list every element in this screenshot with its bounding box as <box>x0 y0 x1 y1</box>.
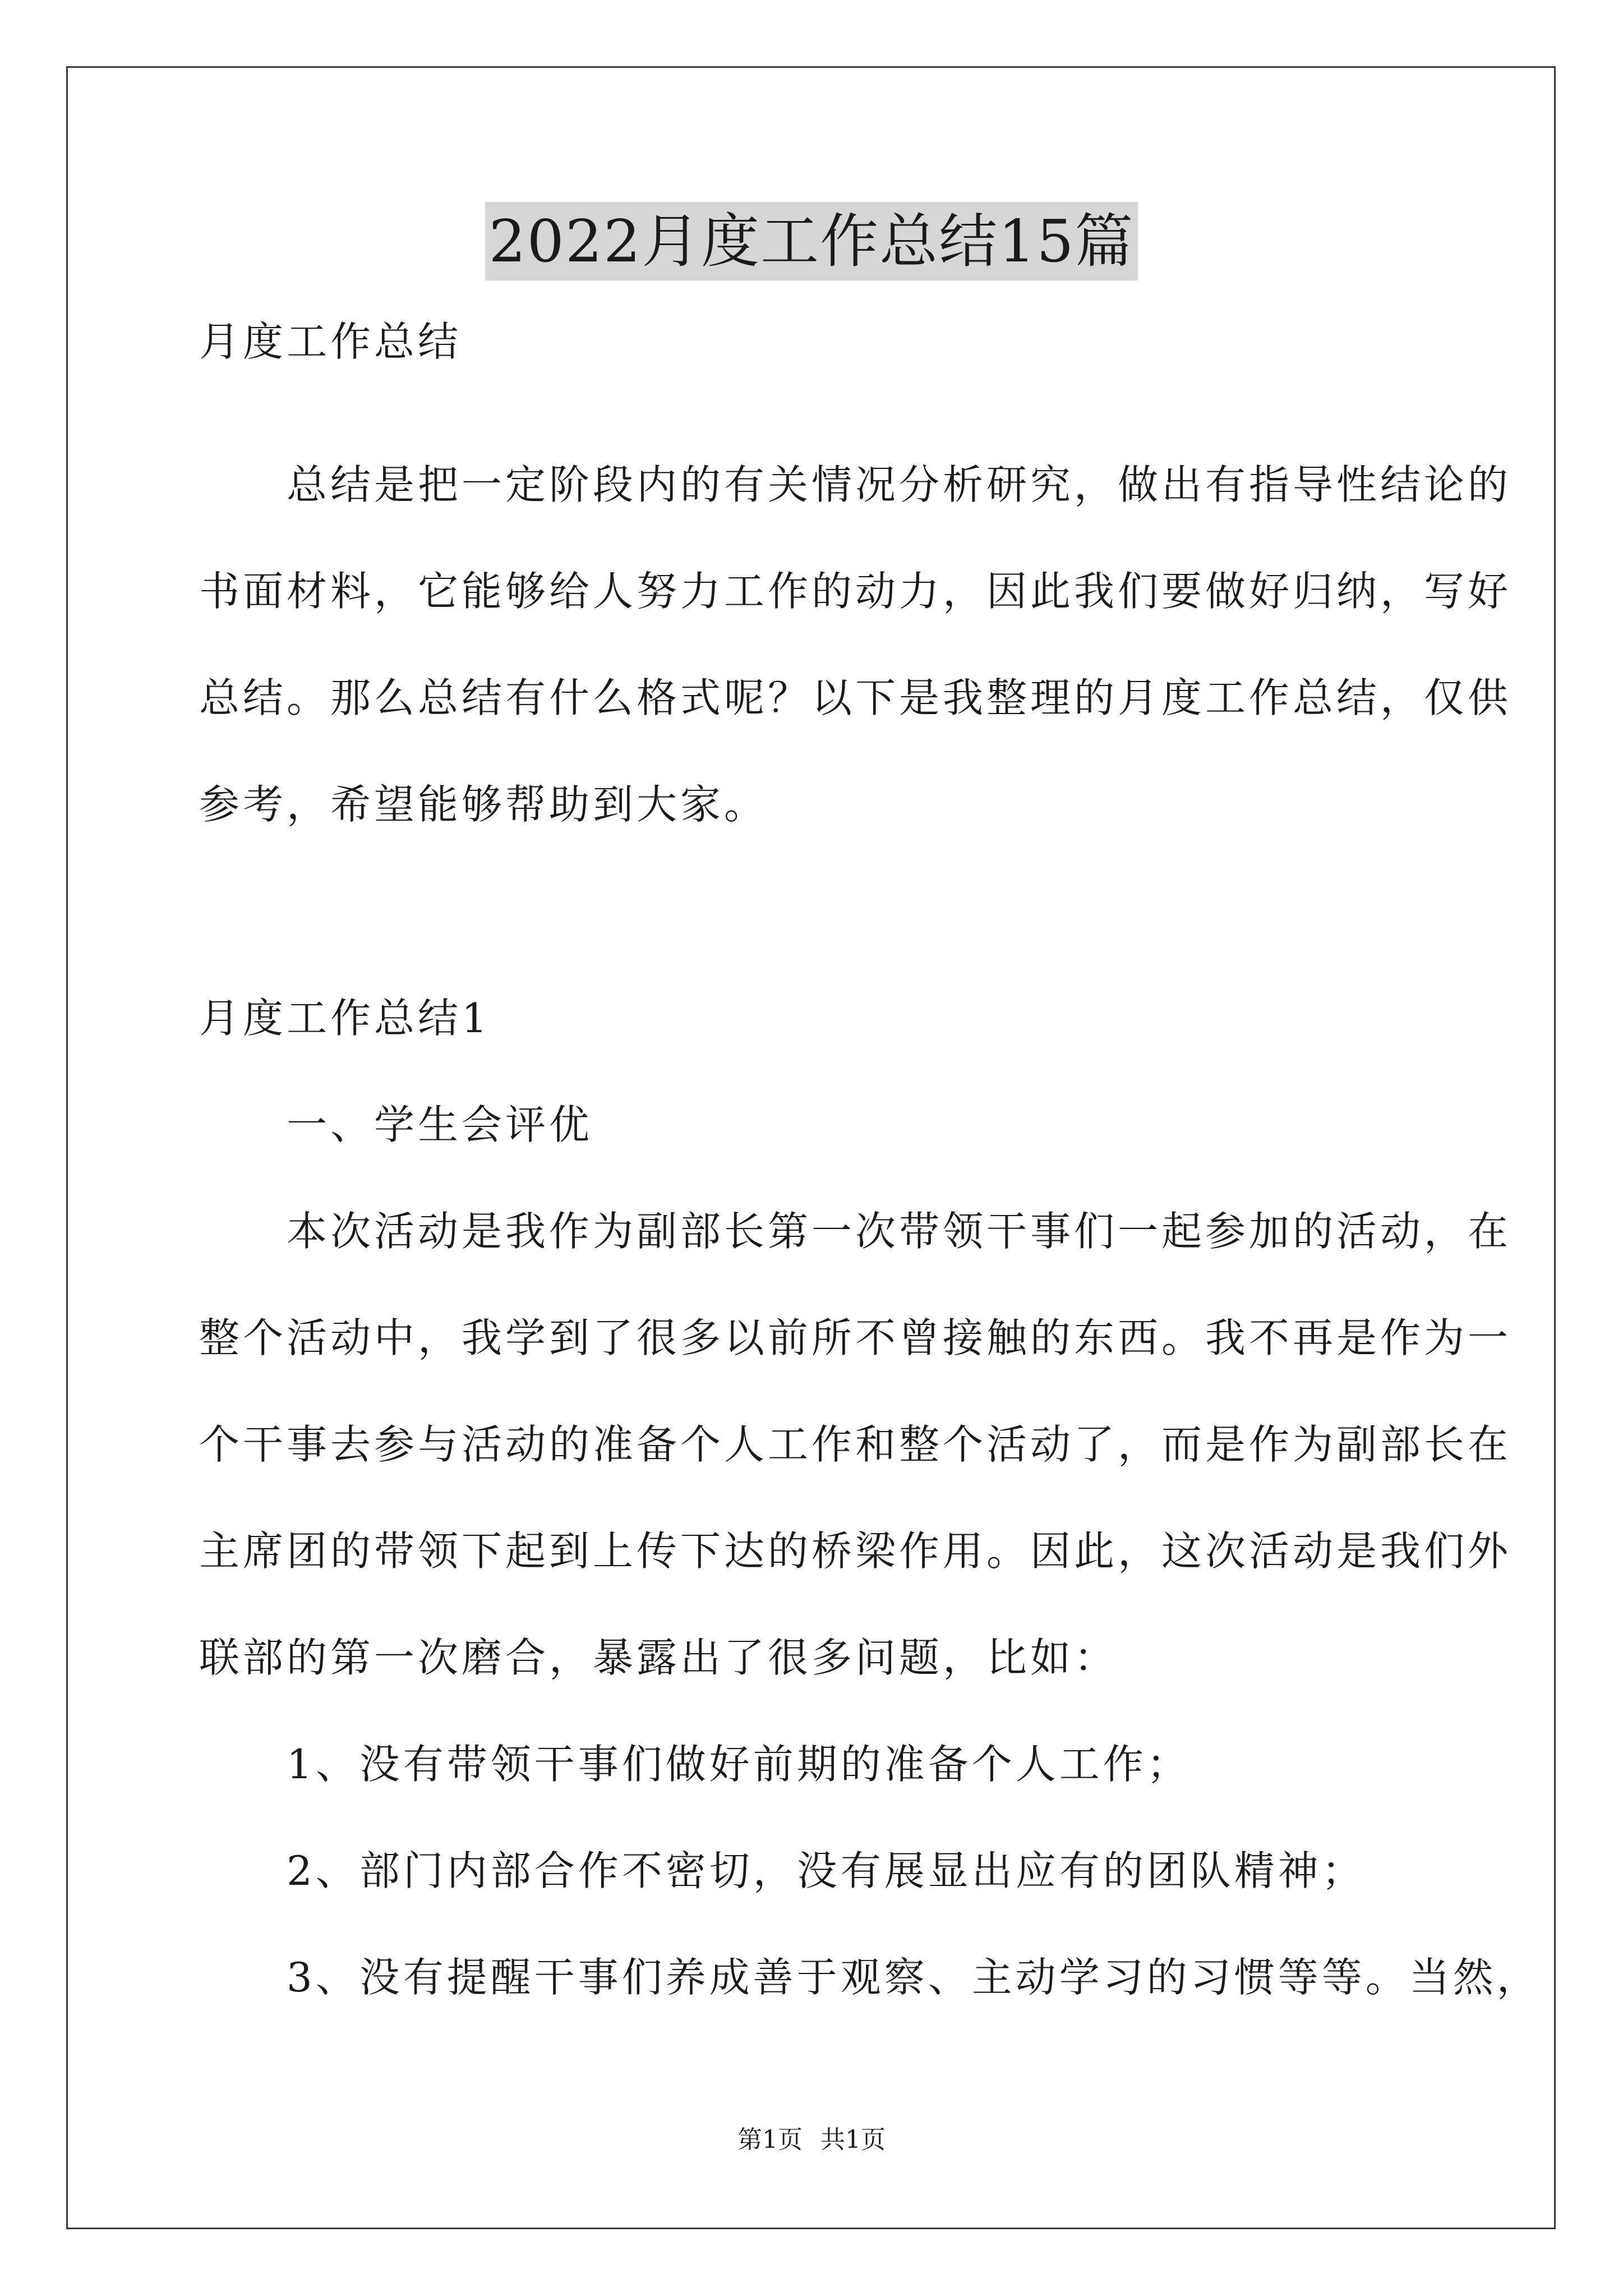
page-number: 第1页 <box>737 2125 803 2154</box>
page-footer <box>0 2123 1623 2157</box>
subheading: 一、学生会评优 <box>199 1101 593 1148</box>
page-total: 共1页 <box>820 2125 886 2154</box>
paragraph-line: 参考，希望能够帮助到大家。 <box>199 781 768 828</box>
section-heading-intro: 月度工作总结 <box>199 318 462 365</box>
paragraph-line: 总结是把一定阶段内的有关情况分析研究，做出有指导性结论的 <box>199 461 1512 508</box>
list-item: 2、部门内部合作不密切，没有展显出应有的团队精神； <box>199 1847 1366 1894</box>
paragraph-line: 联部的第一次磨合，暴露出了很多问题，比如： <box>199 1634 1118 1681</box>
paragraph-line: 整个活动中，我学到了很多以前所不曾接触的东西。我不再是作为一 <box>199 1314 1512 1361</box>
paragraph-line: 个干事去参与活动的准备个人工作和整个活动了，而是作为副部长在 <box>199 1421 1512 1468</box>
paragraph-line: 总结。那么总结有什么格式呢？以下是我整理的月度工作总结，仅供 <box>199 674 1512 721</box>
section-heading-1: 月度工作总结1 <box>199 995 491 1042</box>
paragraph-line: 书面材料，它能够给人努力工作的动力，因此我们要做好归纳，写好 <box>199 568 1512 615</box>
list-item: 1、没有带领干事们做好前期的准备个人工作； <box>199 1741 1191 1788</box>
paragraph-line: 本次活动是我作为副部长第一次带领干事们一起参加的活动，在 <box>199 1208 1512 1255</box>
title-container <box>0 202 1623 280</box>
document-title: 2022月度工作总结15篇 <box>485 202 1137 280</box>
paragraph-line: 主席团的带领下起到上传下达的桥梁作用。因此，这次活动是我们外 <box>199 1527 1512 1575</box>
list-item: 3、没有提醒干事们养成善于观察、主动学习的习惯等等。当然， <box>199 1954 1541 2001</box>
